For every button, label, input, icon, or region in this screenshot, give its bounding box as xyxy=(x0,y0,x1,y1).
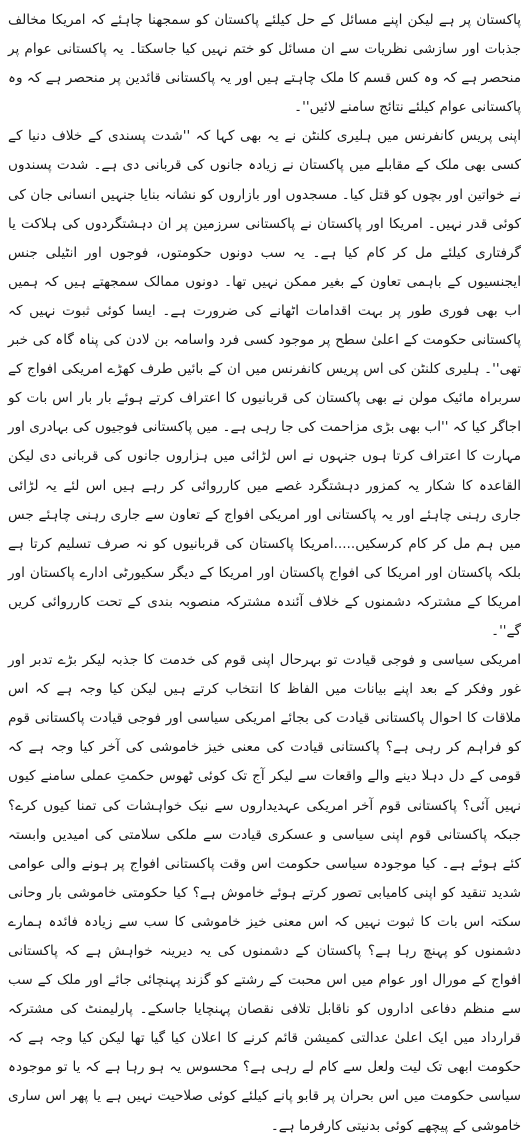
article-paragraph-3: امریکی سیاسی و فوجی قیادت تو بہرحال اپنی قوم کی خدمت کا جذبہ لیکر بڑے تدبر اور غور وفکر کے بعد اپنے بیانات میں الفاظ کا انتخاب کرتے ہیں لیکن کیا وجہ ہے کہ اس ملاقات کا احوال پاکستانی قیادت کی بجائے امریکی سیاسی اور فوجی قیادت پاکستانی قوم کو فراہم کر رہی ہے؟ پاکستانی قیادت کی معنی خیز خاموشی کی آخر کیا وجہ ہے کہ قومی کے دل دہلا دینے والے واقعات سے لیکر آج تک کوئی ٹھوس حکمتِ عملی سامنے کیوں نہیں آئی؟ پاکستانی قوم آخر امریکی عہدیداروں سے نیک خواہشات کی تمنا کیوں کرے؟ جبکہ پاکستانی قوم اپنی سیاسی و عسکری قیادت سے ملکی سلامتی کی امیدیں وابستہ کئے ہوئے ہے۔ کیا موجودہ سیاسی حکومت اس وقت پاکستانی افواج پر ہونے والی عوامی شدید تنقید کو اپنی کامیابی تصور کرتے ہوئے خاموش ہے؟ کیا حکومتی خاموشی بار وحانی سکتہ اس بات کا ثبوت نہیں کہ اس معنی خیز خاموشی کا سب سے زیادہ فائدہ ہمارے دشمنوں کو پہنچ رہا ہے؟ پاکستان کے دشمنوں کی یہ دیرینہ خواہش ہے کہ پاکستانی افواج کے مورال اور عوام میں اس محبت کے رشتے کو گزند پہنچائی جائے اور ملک کے سب سے منظم دفاعی اداروں کو ناقابل تلافی نقصان پہنچایا جاسکے۔ پارلیمنٹ کی مشترکہ قرارداد میں ایک اعلیٰ عدالتی کمیشن قائم کرنے کا اعلان کیا گیا تھا لیکن کیا وجہ ہے کہ حکومت ابھی تک لیت ولعل سے کام لے رہی ہے؟ محسوس یہ ہو رہا ہے کہ یا تو موجودہ سیاسی حکومت میں اس بحران پر قابو پانے کیلئے کوئی صلاحیت نہیں ہے یا پھر اس ساری خاموشی کے پیچھے کوئی بدنیتی کارفرما ہے۔ xyxy=(8,652,521,1134)
article-paragraph-1: پاکستان پر ہے لیکن اپنے مسائل کے حل کیلئے پاکستان کو سمجھنا چاہئے کہ امریکا مخالف جذبات اور سازشی نظریات سے ان مسائل کو ختم نہیں کیا جاسکتا۔ یہ پاکستانی عوام پر منحصر ہے کہ وہ کس قسم کا ملک چاہتے ہیں اور یہ پاکستانی قائدین پر منحصر ہے کہ وہ پاکستانی عوام کیلئے نتائج سامنے لائیں''۔ xyxy=(7,12,521,116)
article-paragraph-2: اپنی پریس کانفرنس میں ہلیری کلنٹن نے یہ بھی کہا کہ ''شدت پسندی کے خلاف دنیا کے کسی بھی ملک کے مقابلے میں پاکستان نے زیادہ جانوں کی قربانی دی ہے۔ شدت پسندوں نے خواتین اور بچوں کو قتل کیا۔ مسجدوں اور بازاروں کو نشانہ بنایا جنہیں انسانی جان کی کوئی قدر نہیں۔ امریکا اور پاکستان نے پاکستانی سرزمین پر ان دہشتگردوں کی ہلاکت یا گرفتاری کیلئے مل کر کام کیا ہے۔ یہ سب دونوں حکومتوں، فوجوں اور انٹیلی جنس ایجنسیوں کے باہمی تعاون کے بغیر ممکن نہیں تھا۔ دونوں ممالک سمجھتے ہیں کہ ہمیں اب بھی فوری طور پر بہت اقدامات اٹھانے کی ضرورت ہے۔ ایسا کوئی ثبوت نہیں کہ پاکستانی حکومت کے اعلیٰ سطح پر موجود کسی فرد واسامہ بن لادن کی پناہ گاہ کی خبر تھی''۔ ہلیری کلنٹن کی اس پریس کانفرنس میں ان کے بائیں طرف کھڑے امریکی افواج کے سربراہ مائیک مولن نے بھی پاکستان کی قربانیوں کا اعتراف کرتے ہوئے بار بار اس بات کو اجاگر کیا کہ ''اب بھی بڑی مزاحمت کی جا رہی ہے۔ میں پاکستانی فوجیوں کی بہادری اور مہارت کا اعتراف کرتا ہوں جنہوں نے اس لڑائی میں ہزاروں جانوں کی قربانی دی لیکن القاعدہ کا شکار یہ کمزور دہشتگرد غصے میں کارروائی کر رہے ہیں اس لئے یہ لڑائی جاری رہنی چاہئے اور یہ پاکستانی اور امریکی افواج کے تعاون سے جاری رہنی چاہئے جس میں ہم مل کر کام کرسکیں.....امریکا پاکستان کی قربانیوں کو نہ صرف تسلیم کرتا ہے بلکہ پاکستان اور امریکا کی افواج پاکستان اور امریکا کے دیگر سکیورٹی ادارے پاکستان اور امریکا کے مشترکہ دشمنوں کے خلاف آئندہ مشترکہ منصوبہ بندی کے تحت کارروائی کریں گے''۔ xyxy=(8,128,521,639)
article-body xyxy=(8,6,521,1141)
